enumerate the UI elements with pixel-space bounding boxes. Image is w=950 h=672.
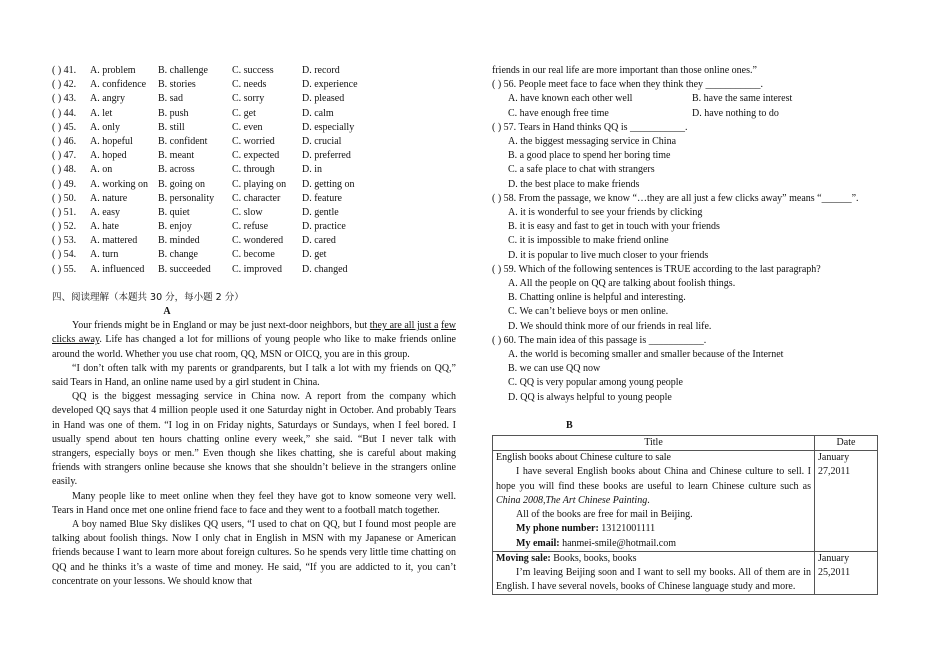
option: C. character — [232, 192, 281, 204]
option: D. calm — [302, 107, 334, 119]
ad-body: I’m leaving Beijing soon and I want to sell my books. All of them are in English. I have several novels, books of Chinese language study and more. — [496, 566, 811, 593]
option: A. influenced — [90, 263, 145, 275]
option: B. have the same interest — [692, 93, 793, 105]
question-number: ( ) 49. — [52, 178, 77, 190]
option: C. have enough free time — [508, 107, 609, 119]
option: A. All the people on QQ are talking about foolish things. — [508, 278, 736, 290]
option: B. minded — [158, 235, 200, 247]
passage-b-label: B — [566, 419, 573, 431]
option: B. personality — [158, 192, 215, 204]
ad-heading: Moving sale: Books, books, books — [496, 552, 637, 564]
left-column — [52, 64, 456, 589]
ad-heading: English books about Chinese culture to sale — [496, 452, 671, 464]
passage-a-paragraph-5-continued: friends in our real life are more important than those online ones.” — [492, 65, 757, 76]
option: C. improved — [232, 263, 282, 275]
date-column-header: Date — [815, 436, 878, 451]
option: B. it is easy and fast to get in touch with your friends — [508, 221, 720, 233]
option: D. in — [302, 164, 322, 176]
option: D. crucial — [302, 135, 342, 147]
option: C. through — [232, 164, 275, 176]
question-number: ( ) 41. — [52, 65, 77, 76]
question-number: ( ) 45. — [52, 121, 77, 133]
question-59: ( ) 59. Which of the following sentences is TRUE according to the last paragraph? — [492, 263, 821, 275]
option: B. stories — [158, 79, 196, 91]
ad-content — [493, 551, 815, 595]
option: A. only — [90, 121, 120, 133]
option: A. it is wonderful to see your friends by clicking — [508, 207, 703, 219]
option: D. especially — [302, 121, 355, 133]
option: D. pleased — [302, 93, 345, 105]
option: D. the best place to make friends — [508, 178, 640, 190]
option: A. hate — [90, 221, 119, 233]
cloze-question-row — [52, 78, 456, 92]
option: C. slow — [232, 206, 263, 218]
ad-body: I have several English books about China and Chinese culture to sell. I hope you will find these books are useful to learn Chinese culture such as China 2008,The Art Chinese Painting. — [496, 466, 811, 506]
option: D. feature — [302, 192, 342, 204]
option: C. even — [232, 121, 263, 133]
option: C. We can’t believe boys or men online. — [508, 306, 669, 318]
option: A. hopeful — [90, 135, 133, 147]
question-number: ( ) 46. — [52, 135, 77, 147]
option: B. enjoy — [158, 221, 192, 233]
cloze-question-row — [52, 220, 456, 234]
option: D. practice — [302, 221, 346, 233]
option: D. getting on — [302, 178, 355, 190]
option: D. QQ is always helpful to young people — [508, 391, 672, 403]
cloze-options-list — [52, 64, 456, 277]
question-56-options — [492, 107, 904, 121]
option: A. the world is becoming smaller and smaller because of the Internet — [508, 349, 784, 361]
question-number: ( ) 51. — [52, 206, 77, 218]
ad-mail-note: All of the books are free for mail in Beijing. — [516, 509, 693, 521]
option: C. sorry — [232, 93, 265, 105]
ad-email: My email: hanmei-smile@hotmail.com — [516, 537, 676, 549]
option: A. easy — [90, 206, 120, 218]
option: A. on — [90, 164, 113, 176]
classified-ads-table — [492, 435, 878, 595]
option: B. across — [158, 164, 195, 176]
option: C. it is impossible to make friend online — [508, 235, 669, 247]
option: D. it is popular to live much closer to your friends — [508, 249, 709, 261]
cloze-question-row — [52, 107, 456, 121]
option: C. a safe place to chat with strangers — [508, 164, 655, 176]
cloze-question-row — [52, 206, 456, 220]
question-56: ( ) 56. People meet face to face when they think they ___________. — [492, 79, 764, 91]
option: B. change — [158, 249, 198, 261]
option: D. gentle — [302, 206, 339, 218]
underlined-phrase: they are all just a — [369, 320, 439, 332]
ad-date: January 27,2011 — [815, 451, 878, 551]
title-column-header: Title — [493, 436, 815, 451]
table-header-row — [493, 436, 878, 451]
option: D. get — [302, 249, 327, 261]
section-4-title: 四、阅读理解（本题共 30 分，每小题 2 分） — [52, 291, 244, 303]
question-60: ( ) 60. The main idea of this passage is ___________. — [492, 334, 707, 346]
passage-a-label: A — [163, 306, 171, 318]
option: C. expected — [232, 150, 280, 162]
question-number: ( ) 55. — [52, 263, 77, 275]
option: A. have known each other well — [508, 93, 633, 105]
option: B. sad — [158, 93, 183, 105]
option: C. get — [232, 107, 256, 119]
option: A. nature — [90, 192, 128, 204]
option: C. worried — [232, 135, 275, 147]
option: C. success — [232, 65, 274, 76]
cloze-question-row — [52, 92, 456, 106]
option: D. preferred — [302, 150, 351, 162]
question-number: ( ) 54. — [52, 249, 77, 261]
question-number: ( ) 48. — [52, 164, 77, 176]
option: B. push — [158, 107, 189, 119]
cloze-question-row — [52, 248, 456, 262]
option: A. confidence — [90, 79, 147, 91]
cloze-question-row — [52, 192, 456, 206]
cloze-question-row — [52, 234, 456, 248]
option: A. let — [90, 107, 113, 119]
passage-a-paragraph-3: QQ is the biggest messaging service in China now. A report from the company which developed QQ says that 4 million people used it one Saturday night in October. And probably Tears in Hand was one of them. “I log in on Friday nights, Saturdays or Sundays, when I feel bored. I usually spend about ten hours chatting online every week,” she said. “But I never talk with strangers, especially boys or men.” Even though she likes chatting, she is careful about making friends with strangers online because she knows that she shouldn’t believe in the strangers online easily. — [52, 391, 456, 488]
cloze-question-row — [52, 163, 456, 177]
cloze-question-row — [52, 135, 456, 149]
passage-a-paragraph-5: A boy named Blue Sky dislikes QQ users, “I used to chat on QQ, but I found most people are talking about foolish things. Now I only chat in English in MSN with my Japanese or American friends because I want to learn more about foreign cultures. So he spends very little time chatting on QQ and he thinks it’s a waste of time and money. He said, “If you are addicted to it, you can’t concentrate on your lessons. We should know that — [52, 519, 456, 587]
option: A. mattered — [90, 235, 138, 247]
question-57: ( ) 57. Tears in Hand thinks QQ is ___________. — [492, 121, 688, 133]
option: C. become — [232, 249, 275, 261]
option: B. challenge — [158, 65, 208, 76]
option: A. turn — [90, 249, 119, 261]
question-58: ( ) 58. From the passage, we know “…they are all just a few clicks away” means “______”. — [492, 192, 859, 204]
cloze-question-row — [52, 149, 456, 163]
question-56-options — [492, 92, 904, 106]
cloze-question-row — [52, 178, 456, 192]
right-column — [492, 64, 904, 595]
passage-a-paragraph-1: Your friends might be in England or may be just next-door neighbors, but they are all just a few clicks away. Life has changed a lot for millions of young people who like to make friends online around the world. Whether you use chat room, QQ, MSN or OICQ, you are in this group. — [52, 320, 457, 360]
cloze-question-row — [52, 64, 456, 78]
option: A. angry — [90, 93, 125, 105]
option: C. needs — [232, 79, 267, 91]
option: B. a good place to spend her boring time — [508, 150, 671, 162]
option: C. refuse — [232, 221, 269, 233]
option: D. cared — [302, 235, 336, 247]
question-number: ( ) 47. — [52, 150, 77, 162]
option: B. we can use QQ now — [508, 363, 601, 375]
cloze-question-row — [52, 121, 456, 135]
option: C. playing on — [232, 178, 287, 190]
option: D. We should think more of our friends in real life. — [508, 320, 712, 332]
option: D. experience — [302, 79, 358, 91]
option: B. succeeded — [158, 263, 211, 275]
ad-date: January 25,2011 — [815, 551, 878, 595]
table-row — [493, 451, 878, 551]
cloze-question-row — [52, 263, 456, 277]
option: B. going on — [158, 178, 205, 190]
ad-content — [493, 451, 815, 551]
question-number: ( ) 53. — [52, 235, 77, 247]
option: B. quiet — [158, 206, 190, 218]
question-number: ( ) 42. — [52, 79, 77, 91]
question-number: ( ) 52. — [52, 221, 77, 233]
question-number: ( ) 44. — [52, 107, 77, 119]
table-row — [493, 551, 878, 595]
option: D. changed — [302, 263, 348, 275]
option: B. meant — [158, 150, 195, 162]
question-number: ( ) 43. — [52, 93, 77, 105]
ad-phone: My phone number: 13121001111 — [516, 523, 656, 535]
option: A. hoped — [90, 150, 127, 162]
option: B. still — [158, 121, 185, 133]
option: C. QQ is very popular among young people — [508, 377, 683, 389]
question-number: ( ) 50. — [52, 192, 77, 204]
option: B. Chatting online is helpful and interesting. — [508, 292, 686, 304]
option: A. working on — [90, 178, 149, 190]
option: A. problem — [90, 65, 136, 76]
passage-a-paragraph-4: Many people like to meet online when they feel they have got to know someone very well. Tears in Hand once met one online friend face to face and they went to a football match together. — [52, 490, 456, 516]
option: B. confident — [158, 135, 208, 147]
option: D. have nothing to do — [692, 107, 779, 119]
option: A. the biggest messaging service in China — [508, 136, 677, 148]
option: C. wondered — [232, 235, 284, 247]
underlined-phrase: few clicks away — [52, 320, 457, 346]
passage-a-paragraph-2: “I don’t often talk with my parents or grandparents, but I talk a lot with my friends on QQ,” said Tears in Hand, an online name used by a girl student in China. — [52, 362, 456, 389]
option: D. record — [302, 65, 340, 76]
